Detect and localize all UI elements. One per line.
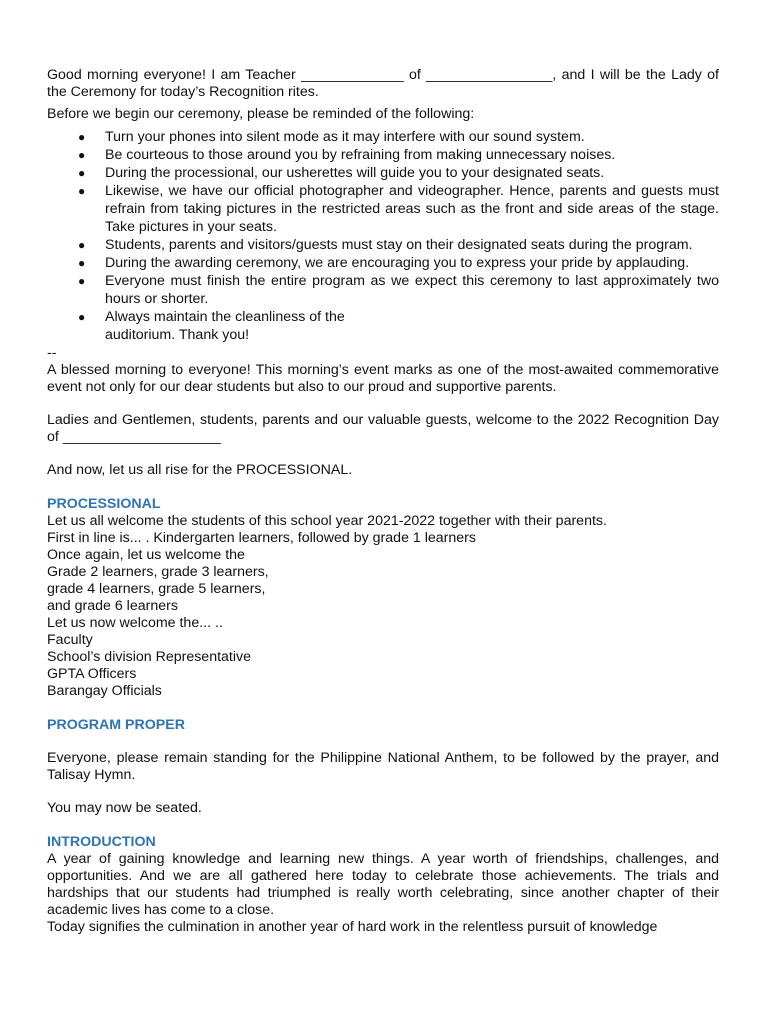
reminder-lead: Before we begin our ceremony, please be reminded of the following: (47, 106, 475, 122)
list-item (47, 272, 719, 308)
bullet-icon: ● (78, 310, 86, 324)
list-item (47, 182, 719, 236)
separator: -- (47, 345, 57, 361)
processional-line: Grade 2 learners, grade 3 learners, (47, 564, 269, 580)
bullet-icon: ● (78, 148, 86, 162)
reminder-text: During the processional, our usherettes will guide you to your designated seats. (105, 165, 605, 181)
anthem-paragraph: Everyone, please remain standing for the Philippine National Anthem, to be followed by the prayer, and Talisay Hymn. (47, 750, 719, 783)
reminder-text: Students, parents and visitors/guests must stay on their designated seats during the program. (105, 237, 693, 253)
bullet-icon: ● (78, 274, 86, 288)
list-item (47, 236, 719, 254)
rise-paragraph: And now, let us all rise for the PROCESSIONAL. (47, 462, 353, 478)
reminder-text: Likewise, we have our official photographer and videographer. Hence, parents and guests must refrain from taking pictures in the restricted areas such as the front and side areas of the stage. Take pictures in your seats. (105, 183, 719, 235)
processional-heading: PROCESSIONAL (47, 496, 161, 512)
reminder-text: Everyone must finish the entire program as we expect this ceremony to last approximately two hours or shorter. (105, 273, 719, 307)
processional-line: School’s division Representative (47, 649, 251, 665)
introduction-last-line: Today signifies the culmination in another year of hard work in the relentless pursuit of knowledge (47, 919, 658, 935)
reminder-text: During the awarding ceremony, we are encouraging you to express your pride by applauding. (105, 255, 690, 271)
processional-line: Barangay Officials (47, 683, 162, 699)
processional-line: Faculty (47, 632, 93, 648)
list-item (47, 128, 719, 146)
processional-line: Let us now welcome the... .. (47, 615, 223, 631)
processional-line: grade 4 learners, grade 5 learners, (47, 581, 266, 597)
bullet-icon: ● (78, 166, 86, 180)
reminder-text: Turn your phones into silent mode as it may interfere with our sound system. (105, 129, 585, 145)
list-item (47, 308, 719, 344)
greeting-paragraph: Good morning everyone! I am Teacher _____________ of ________________, and I will be the Lady of the Ceremony for today’s Recognition rites. (47, 67, 719, 100)
introduction-paragraph: A year of gaining knowledge and learning new things. A year worth of friendships, challenges, and opportunities. And we are all gathered here today to celebrate those achievements. The trials and hardships that our students had triumphed is really worth celebrating, since another chapter of their academic lives has come to a close. (47, 851, 719, 918)
processional-line: GPTA Officers (47, 666, 137, 682)
bullet-icon: ● (78, 256, 86, 270)
processional-line: and grade 6 learners (47, 598, 178, 614)
bullet-icon: ● (78, 238, 86, 252)
program-proper-heading: PROGRAM PROPER (47, 717, 185, 733)
bullet-icon: ● (78, 130, 86, 144)
processional-line: Once again, let us welcome the (47, 547, 245, 563)
reminder-list (47, 128, 719, 344)
list-item (47, 254, 719, 272)
blessed-paragraph: A blessed morning to everyone! This morning’s event marks as one of the most-awaited commemorative event not only for our dear students but also to our proud and supportive parents. (47, 362, 719, 395)
reminder-text: Always maintain the cleanliness of the auditorium. Thank you! (105, 309, 345, 343)
seated-paragraph: You may now be seated. (47, 800, 202, 816)
introduction-heading: INTRODUCTION (47, 834, 156, 850)
bullet-icon: ● (78, 184, 86, 198)
welcome-paragraph: Ladies and Gentlemen, students, parents and our valuable guests, welcome to the 2022 Recognition Day of ____________________ (47, 412, 719, 445)
processional-line: First in line is... . Kindergarten learners, followed by grade 1 learners (47, 530, 476, 546)
list-item (47, 164, 719, 182)
document-body (47, 67, 719, 936)
processional-line: Let us all welcome the students of this school year 2021-2022 together with their parents. (47, 513, 607, 529)
list-item (47, 146, 719, 164)
reminder-text: Be courteous to those around you by refraining from making unnecessary noises. (105, 147, 616, 163)
processional-lines (47, 513, 719, 700)
